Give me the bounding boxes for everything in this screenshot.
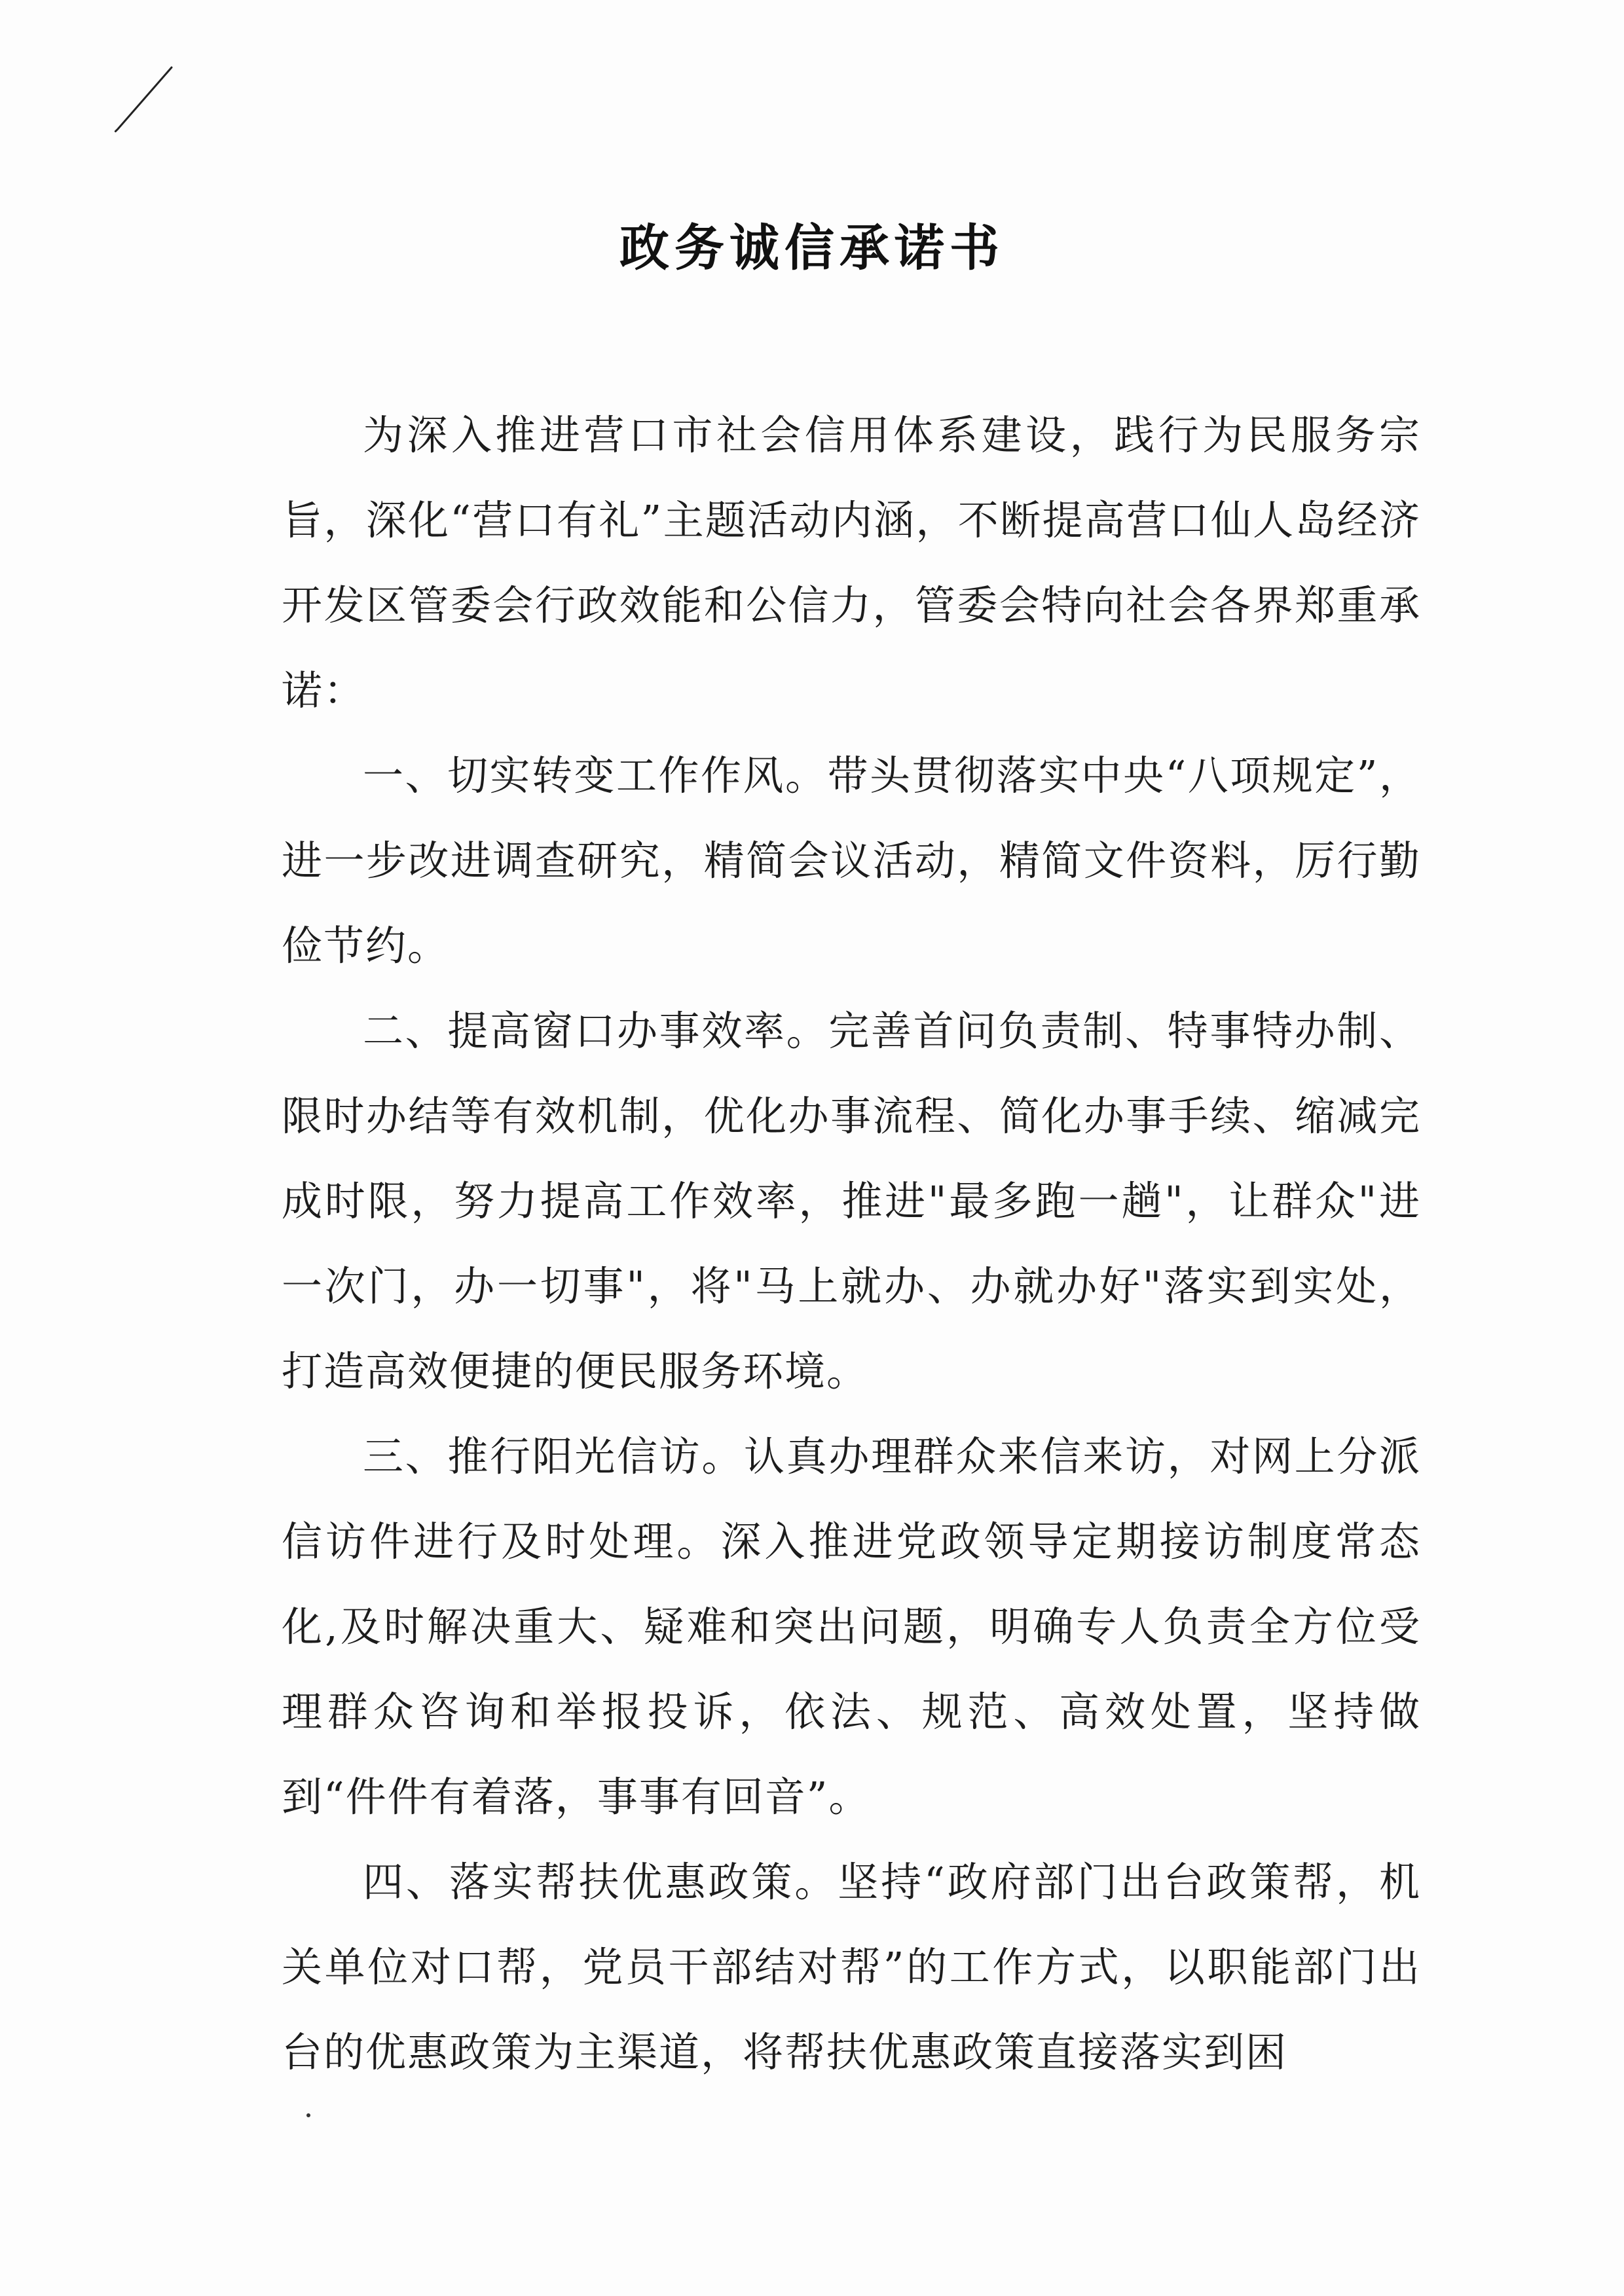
paragraph-intro: 为深入推进营口市社会信用体系建设，践行为民服务宗旨，深化“营口有礼”主题活动内涵，不断提高营口仙人岛经济开发区管委会行政效能和公信力，管委会特向社会各界郑重承诺： — [282, 411, 1421, 714]
scan-speck — [306, 2113, 310, 2117]
paragraph-item-1: 一、切实转变工作作风。带头贯彻落实中央“八项规定”，进一步改进调查研究，精简会议活动，精简文件资料，厉行勤俭节约。 — [282, 752, 1421, 970]
pen-stroke-mark — [105, 62, 183, 141]
document-body — [282, 393, 1421, 2095]
paragraph-item-2: 二、提高窗口办事效率。完善首问负责制、特事特办制、限时办结等有效机制，优化办事流程、简化办事手续、缩减完成时限，努力提高工作效率，推进"最多跑一趟"，让群众"进一次门，办一切事"，将"马上就办、办就办好"落实到实处，打造高效便捷的便民服务环境。 — [282, 1007, 1421, 1395]
document-title: 政务诚信承诺书 — [619, 219, 1005, 277]
paragraph-item-4: 四、落实帮扶优惠政策。坚持“政府部门出台政策帮，机关单位对口帮，党员干部结对帮”的工作方式，以职能部门出台的优惠政策为主渠道，将帮扶优惠政策直接落实到困 — [282, 1858, 1421, 2076]
paragraph-item-3: 三、推行阳光信访。认真办理群众来信来访，对网上分派信访件进行及时处理。深入推进党政领导定期接访制度常态化,及时解决重大、疑难和突出问题，明确专人负责全方位受理群众咨询和举报投诉，依法、规范、高效处置，坚持做到“件件有着落，事事有回音”。 — [282, 1432, 1421, 1821]
